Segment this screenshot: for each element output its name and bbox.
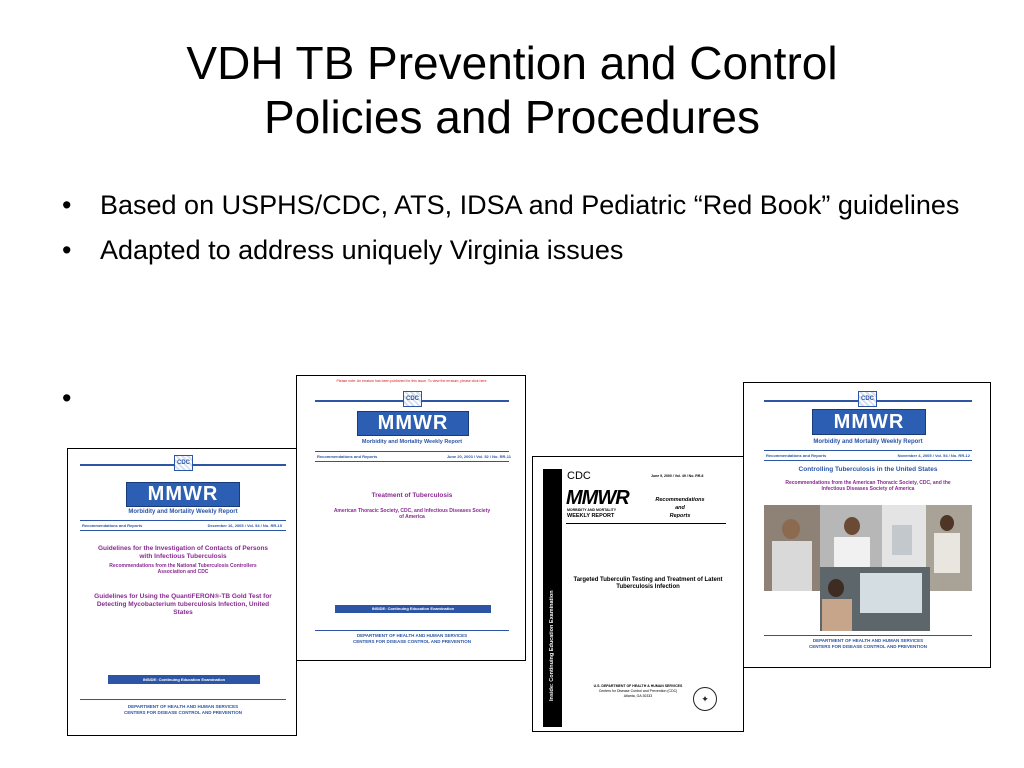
- report-series: Recommendations and Reports: [766, 453, 827, 458]
- heading-controlling: Controlling Tuberculosis in the United States: [798, 466, 938, 473]
- mmwr-cover-treatment: [296, 375, 526, 661]
- bullet-text: Based on USPHS/CDC, ATS, IDSA and Pediatric “Red Book” guidelines: [100, 190, 960, 220]
- slide-title: [60, 36, 964, 144]
- mmwr-cover-controlling-tb: [743, 382, 991, 668]
- hhs-eagle-icon: ✦: [693, 687, 717, 711]
- mmwr-logo: MMWR: [812, 409, 926, 435]
- cdc-logo-icon: CDC: [403, 391, 422, 407]
- heading-contacts-recs: Recommendations from the National Tuberculosis Controllers Association and CDC: [109, 563, 257, 575]
- slide-title-line1: VDH TB Prevention and Control: [186, 37, 838, 89]
- inside-banner: INSIDE: Continuing Education Examination: [335, 605, 491, 613]
- report-date: November 4, 2005 / Vol. 54 / No. RR-12: [897, 453, 970, 458]
- hhs-dept: U.S. DEPARTMENT OF HEALTH & HUMAN SERVICES: [593, 684, 683, 688]
- rec-line1: Recommendations: [655, 497, 705, 503]
- cdc-logo-icon: CDC: [858, 391, 877, 407]
- inside-banner: INSIDE: Continuing Education Examination: [108, 675, 260, 684]
- report-subtitle: Morbidity and Mortality Weekly Report: [813, 439, 923, 445]
- report-date: June 9, 2000 / Vol. 49 / No. RR-6: [651, 474, 704, 478]
- bullet-item: [62, 233, 962, 268]
- dept-name: DEPARTMENT OF HEALTH AND HUMAN SERVICES: [812, 638, 924, 643]
- centers-name: CENTERS FOR DISEASE CONTROL AND PREVENTION: [123, 710, 242, 715]
- rec-line3: Reports: [669, 513, 691, 519]
- erratum-note: Please note: An erratum has been published for this issue. To view the erratum, please click here.: [336, 379, 488, 383]
- hhs-centers: Centers for Disease Control and Prevention (CDC): [598, 689, 678, 693]
- report-date: December 16, 2005 / Vol. 54 / No. RR-15: [207, 523, 282, 528]
- mmwr-wordmark: MMWR: [566, 487, 629, 509]
- dept-name: DEPARTMENT OF HEALTH AND HUMAN SERVICES: [356, 633, 468, 638]
- photo-xray-review: [820, 567, 930, 631]
- dept-name: DEPARTMENT OF HEALTH AND HUMAN SERVICES: [127, 704, 239, 709]
- report-series: Recommendations and Reports: [82, 523, 143, 528]
- cdc-wordmark: CDC: [567, 470, 591, 482]
- bullet-list: [62, 188, 962, 268]
- centers-name: CENTERS FOR DISEASE CONTROL AND PREVENTION: [352, 639, 471, 644]
- hhs-city: Atlanta, GA 30333: [623, 694, 653, 698]
- mmwr-sub2: WEEKLY REPORT: [567, 513, 615, 519]
- vertical-banner: Inside: Continuing Education Examination: [549, 590, 555, 701]
- bullet-text: Adapted to address uniquely Virginia issues: [100, 235, 624, 265]
- mmwr-cover-latent-tb: [532, 456, 744, 732]
- mmwr-logo: MMWR: [126, 482, 240, 507]
- heading-recommendations: Recommendations from the American Thoracic Society, CDC, and the Infectious Diseases Society of America: [785, 480, 951, 492]
- heading-quantiferon: Guidelines for Using the QuantiFERON®-TB Gold Test for Detecting Mycobacterium tuberculosis Infection, United States: [94, 593, 272, 616]
- bullet-dot: •: [62, 235, 72, 265]
- heading-contacts: Guidelines for the Investigation of Contacts of Persons with Infectious Tuberculosis: [97, 545, 269, 560]
- heading-targeted-testing: Targeted Tuberculin Testing and Treatment of Latent Tuberculosis Infection: [573, 577, 723, 590]
- report-subtitle: Morbidity and Mortality Weekly Report: [361, 439, 463, 445]
- report-series: Recommendations and Reports: [317, 454, 378, 459]
- photo-patient: [926, 505, 972, 591]
- report-date: June 20, 2003 / Vol. 52 / No. RR-11: [446, 454, 511, 459]
- heading-treatment: Treatment of Tuberculosis: [371, 492, 453, 499]
- mmwr-logo: MMWR: [357, 411, 469, 436]
- rec-line2: and: [675, 505, 685, 511]
- bullet-item-empty: [62, 383, 71, 414]
- bullet-dot: •: [62, 383, 72, 413]
- photo-clinic: [764, 505, 820, 591]
- report-subtitle: Morbidity and Mortality Weekly Report: [128, 509, 238, 515]
- heading-societies: American Thoracic Society, CDC, and Infectious Diseases Society of America: [333, 508, 491, 520]
- bullet-dot: •: [62, 190, 72, 220]
- centers-name: CENTERS FOR DISEASE CONTROL AND PREVENTION: [808, 644, 927, 649]
- bullet-item: [62, 188, 962, 223]
- cdc-logo-icon: CDC: [174, 455, 193, 471]
- slide-title-line2: Policies and Procedures: [263, 91, 761, 143]
- mmwr-cover-contacts: [67, 448, 297, 736]
- mmwr-sub1: MORBIDITY AND MORTALITY: [567, 508, 617, 512]
